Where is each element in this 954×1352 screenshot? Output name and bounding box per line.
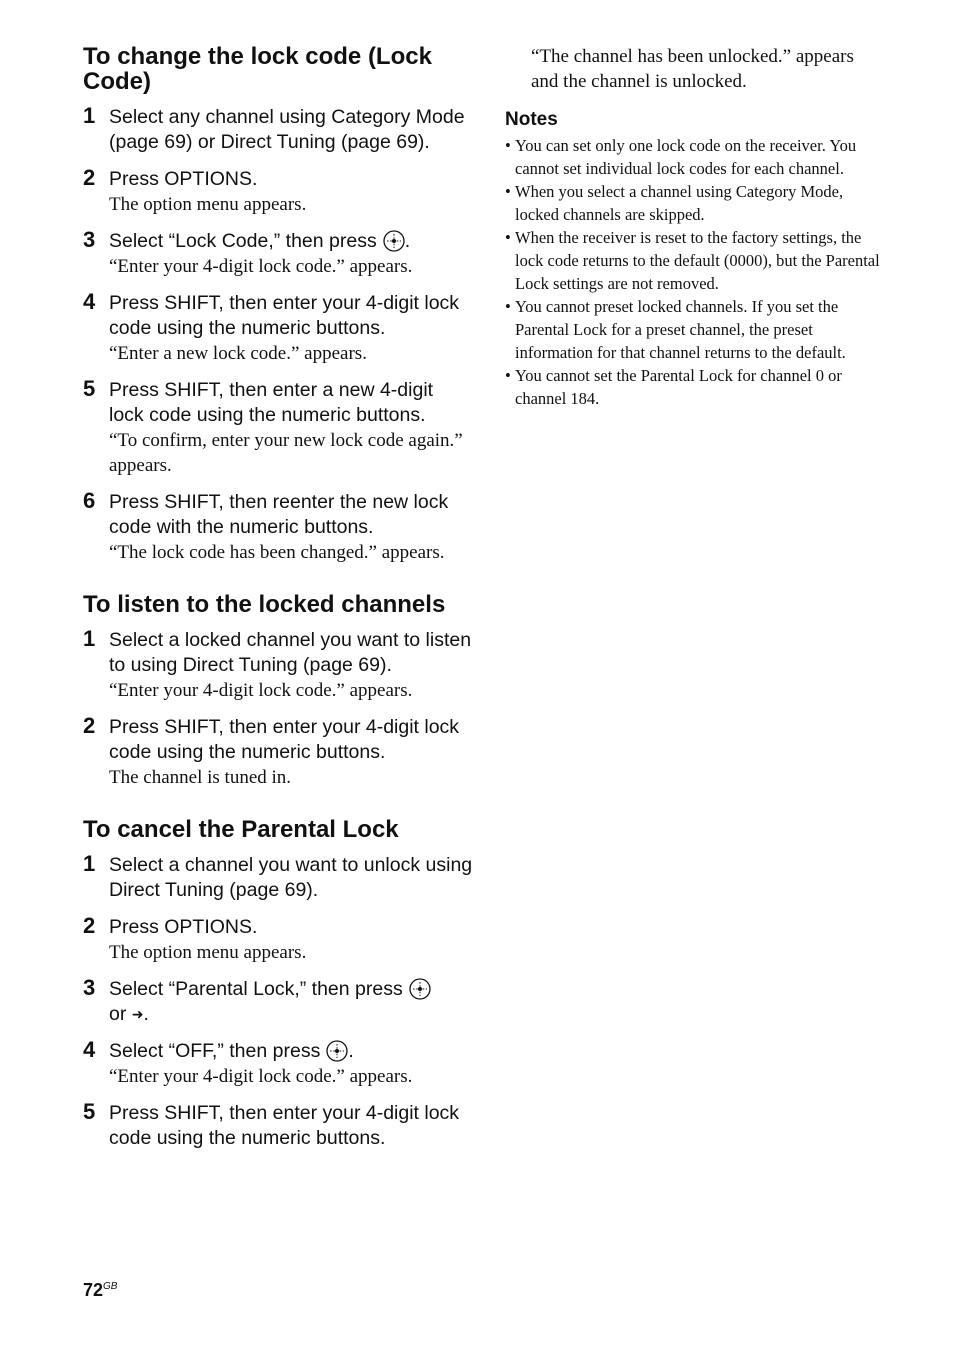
right-column bbox=[505, 44, 885, 410]
page-number-value: 72 bbox=[83, 1280, 104, 1300]
step-instruction: Press SHIFT, then enter your 4-digit lock code using the numeric buttons. bbox=[109, 716, 460, 763]
notes-list bbox=[505, 134, 885, 410]
step-6 bbox=[83, 490, 473, 565]
section-cancel-parental-lock bbox=[83, 817, 473, 1151]
left-column bbox=[83, 44, 473, 1178]
step-number: 4 bbox=[83, 289, 96, 314]
step-result: The option menu appears. bbox=[109, 942, 307, 963]
note-item: • When you select a channel using Category Mode, locked channels are skipped. bbox=[505, 180, 885, 226]
or-text: or bbox=[109, 1003, 127, 1025]
step-result: The option menu appears. bbox=[109, 194, 307, 215]
step-result: “Enter your 4-digit lock code.” appears. bbox=[109, 1066, 413, 1087]
step-number: 1 bbox=[83, 103, 96, 128]
step-text: Select “Lock Code,” then press bbox=[109, 230, 377, 252]
step-2 bbox=[83, 715, 473, 790]
section-listen-locked bbox=[83, 592, 473, 790]
enter-button-icon bbox=[383, 230, 405, 252]
step-number: 4 bbox=[83, 1037, 96, 1062]
note-item: • You cannot set the Parental Lock for channel 0 or channel 184. bbox=[505, 364, 885, 410]
step-number: 1 bbox=[83, 851, 96, 876]
step-result: “Enter a new lock code.” appears. bbox=[109, 343, 367, 364]
step-instruction: Press OPTIONS. bbox=[109, 168, 258, 190]
step-result: “Enter your 4-digit lock code.” appears. bbox=[109, 680, 413, 701]
step-number: 2 bbox=[83, 165, 96, 190]
step-instruction: Press SHIFT, then enter a new 4-digit lock code using the numeric buttons. bbox=[109, 379, 434, 426]
step-instruction bbox=[109, 229, 473, 254]
step-1 bbox=[83, 105, 473, 155]
step-5 bbox=[83, 1101, 473, 1151]
step-result: “Enter your 4-digit lock code.” appears. bbox=[109, 256, 413, 277]
step-instruction: Press SHIFT, then reenter the new lock code with the numeric buttons. bbox=[109, 491, 449, 538]
step-number: 1 bbox=[83, 626, 96, 651]
right-arrow-icon: ➜ bbox=[131, 1006, 144, 1022]
step-2 bbox=[83, 915, 473, 965]
step-1 bbox=[83, 853, 473, 903]
step-instruction: Select a locked channel you want to listen to using Direct Tuning (page 69). bbox=[109, 629, 472, 676]
enter-button-icon bbox=[326, 1040, 348, 1062]
step-number: 6 bbox=[83, 488, 96, 513]
step-5 bbox=[83, 378, 473, 478]
step-suffix: . bbox=[348, 1040, 354, 1062]
page-number bbox=[83, 1280, 117, 1301]
step-number: 5 bbox=[83, 376, 96, 401]
section-title: To change the lock code (Lock Code) bbox=[83, 43, 432, 95]
continuation-text: “The channel has been unlocked.” appears and the channel is unlocked. bbox=[531, 46, 854, 92]
step-suffix: . bbox=[143, 1003, 149, 1025]
note-item: • When the receiver is reset to the factory settings, the lock code returns to the default (0000), but the Parental Lock settings are not removed. bbox=[505, 226, 885, 295]
step-number: 2 bbox=[83, 913, 96, 938]
notes-title: Notes bbox=[505, 109, 558, 130]
step-4 bbox=[83, 1039, 473, 1089]
step-instruction: Select any channel using Category Mode (page 69) or Direct Tuning (page 69). bbox=[109, 106, 465, 153]
step-result: “To confirm, enter your new lock code again.” appears. bbox=[109, 430, 463, 476]
section-change-lock-code bbox=[83, 44, 473, 565]
step-3 bbox=[83, 229, 473, 279]
section-title: To listen to the locked channels bbox=[83, 591, 446, 618]
step-text: Select “OFF,” then press bbox=[109, 1040, 321, 1062]
step-result: “The lock code has been changed.” appears. bbox=[109, 542, 445, 563]
step-instruction bbox=[109, 1039, 473, 1064]
step-number: 3 bbox=[83, 975, 96, 1000]
step-text: Select “Parental Lock,” then press bbox=[109, 978, 403, 1000]
step-number: 5 bbox=[83, 1099, 96, 1124]
step-3 bbox=[83, 977, 473, 1027]
step-4 bbox=[83, 291, 473, 366]
step-number: 2 bbox=[83, 713, 96, 738]
section-title: To cancel the Parental Lock bbox=[83, 816, 399, 843]
page-number-suffix: GB bbox=[103, 1281, 118, 1292]
step-suffix: . bbox=[404, 230, 411, 252]
step-2 bbox=[83, 167, 473, 217]
note-item: • You cannot preset locked channels. If you set the Parental Lock for a preset channel, the preset information for that channel returns to the default. bbox=[505, 295, 885, 364]
step-instruction: Press OPTIONS. bbox=[109, 916, 258, 938]
step-number: 3 bbox=[83, 227, 96, 252]
step-instruction: Press SHIFT, then enter your 4-digit lock code using the numeric buttons. bbox=[109, 1102, 460, 1149]
enter-button-icon bbox=[409, 978, 431, 1000]
step-instruction: Select a channel you want to unlock using Direct Tuning (page 69). bbox=[109, 854, 473, 901]
note-item: • You can set only one lock code on the receiver. You cannot set individual lock codes for each channel. bbox=[505, 134, 885, 180]
step-1 bbox=[83, 628, 473, 703]
step-instruction: Press SHIFT, then enter your 4-digit lock code using the numeric buttons. bbox=[109, 292, 460, 339]
step-instruction bbox=[109, 977, 473, 1027]
step-result: The channel is tuned in. bbox=[109, 767, 292, 788]
